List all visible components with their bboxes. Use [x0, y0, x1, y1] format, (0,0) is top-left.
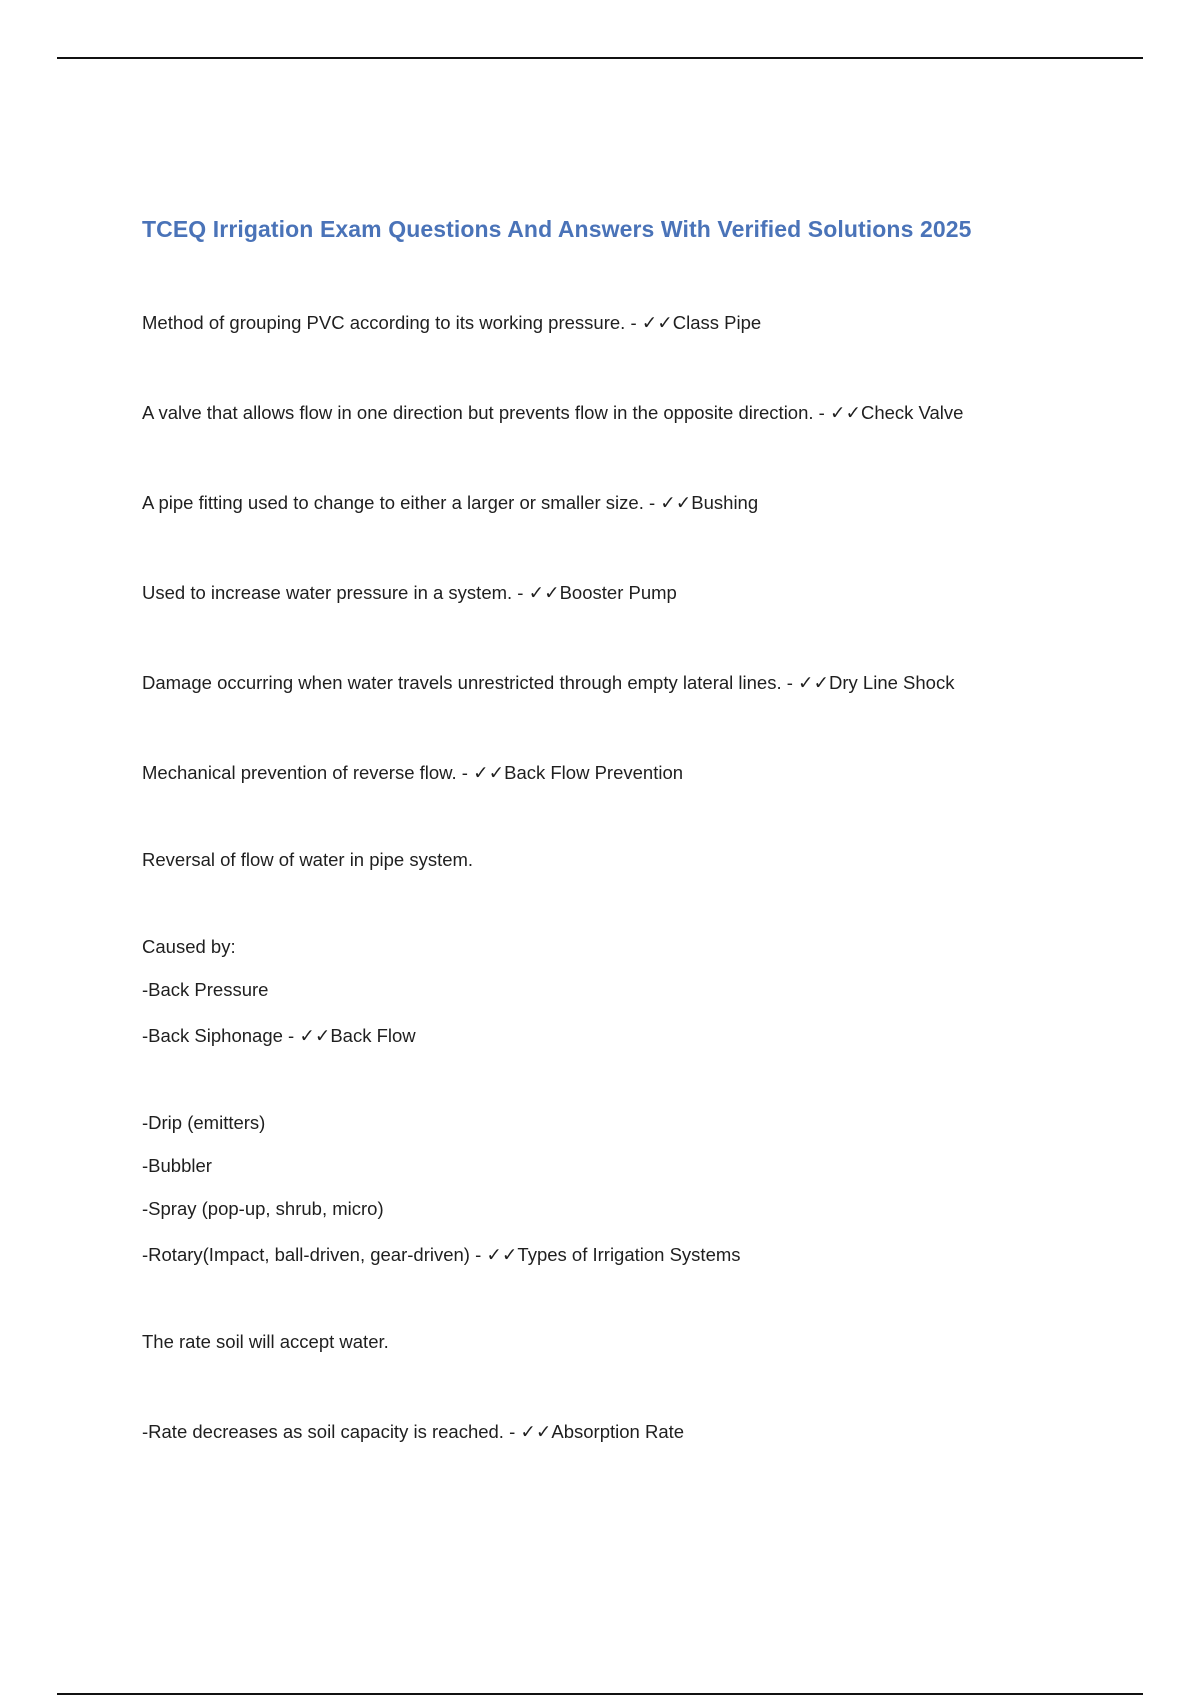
qa-back-flow-prevention: Mechanical prevention of reverse flow. - ✓✓Back Flow Prevention — [142, 762, 684, 783]
qa-booster-pump: Used to increase water pressure in a system. - ✓✓Booster Pump — [142, 582, 677, 603]
qa-back-flow-answer: -Back Siphonage - ✓✓Back Flow — [142, 1025, 416, 1046]
qa-irrigation-types-answer: -Rotary(Impact, ball-driven, gear-driven) - ✓✓Types of Irrigation Systems — [142, 1244, 741, 1265]
qa-bushing: A pipe fitting used to change to either a larger or smaller size. - ✓✓Bushing — [142, 492, 759, 513]
qa-class-pipe: Method of grouping PVC according to its working pressure. - ✓✓Class Pipe — [142, 312, 762, 333]
qa-back-flow-line-3: -Back Pressure — [142, 979, 269, 1000]
qa-absorption-line-1: The rate soil will accept water. — [142, 1331, 389, 1352]
qa-irrigation-types-line-1: -Drip (emitters) — [142, 1112, 266, 1133]
qa-back-flow-line-2: Caused by: — [142, 936, 236, 957]
qa-dry-line-shock: Damage occurring when water travels unrestricted through empty lateral lines. - ✓✓Dry Line Shock — [142, 672, 955, 693]
header-rule — [57, 57, 1143, 59]
footer-rule — [57, 1693, 1143, 1695]
qa-back-flow-line-1: Reversal of flow of water in pipe system. — [142, 849, 474, 870]
qa-absorption-answer: -Rate decreases as soil capacity is reached. - ✓✓Absorption Rate — [142, 1421, 685, 1442]
qa-irrigation-types-line-2: -Bubbler — [142, 1155, 212, 1176]
document-title: TCEQ Irrigation Exam Questions And Answers With Verified Solutions 2025 — [142, 216, 972, 242]
qa-check-valve: A valve that allows flow in one direction but prevents flow in the opposite direction. - ✓✓Check Valve — [142, 402, 964, 423]
qa-irrigation-types-line-3: -Spray (pop-up, shrub, micro) — [142, 1198, 384, 1219]
